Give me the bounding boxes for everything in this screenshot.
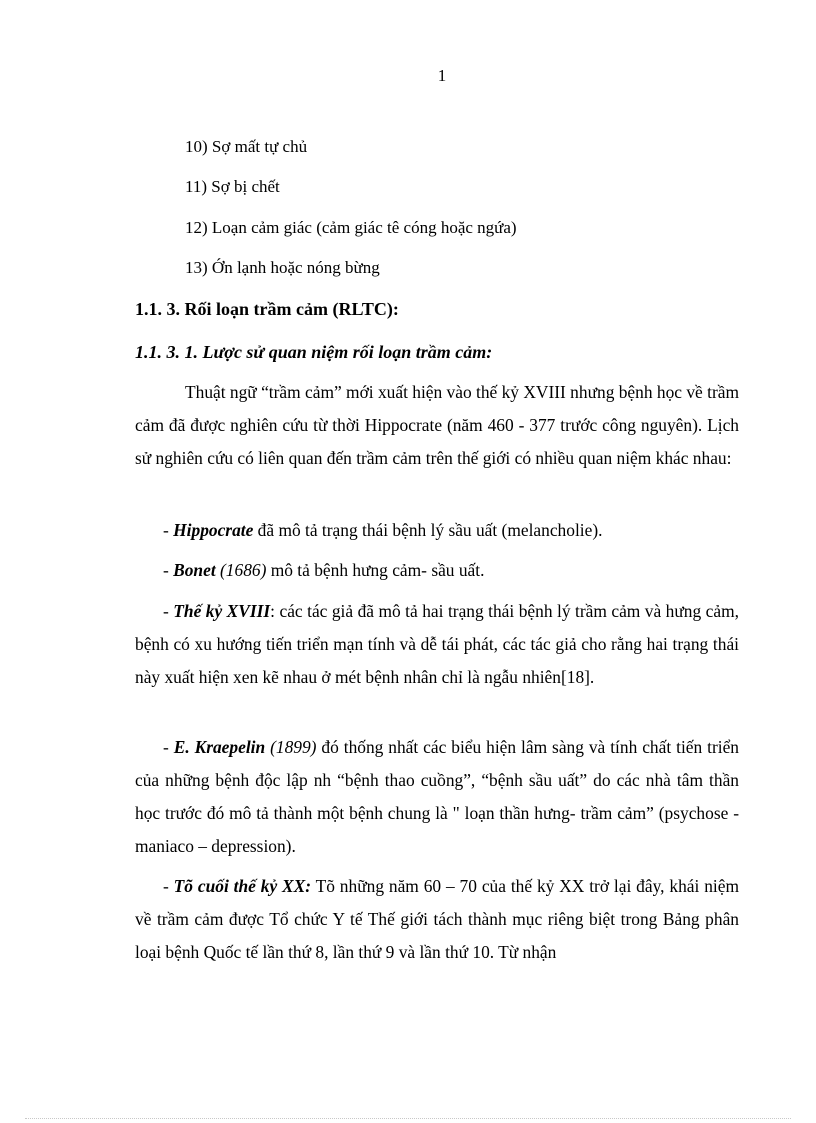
author-name: Hippocrate (173, 520, 254, 540)
subsection-heading: 1.1. 3. 1. Lược sử quan niệm rối loạn trầm cảm: (135, 342, 493, 362)
bullet-text: đó thống nhất các biểu hiện lâm sàng và tính chất tiến triển của những bệnh độc lập nh “bệnh thao cuồng”, “bệnh sầu uất” do các nhà tâm thần học trước đó mô tả thành một bệnh chung là " loạn thần hưng- trầm cảm” (psychose - maniaco – depression). (135, 737, 739, 856)
bullet-text: mô tả bệnh hưng cảm- sầu uất. (266, 560, 485, 580)
bullet-dash: - (163, 601, 174, 621)
bullet-dash: - (163, 560, 174, 580)
page-bottom-rule (25, 1118, 791, 1119)
period-name: Tõ cuối thế kỷ XX: (173, 876, 312, 896)
bullet-century-xviii (135, 595, 739, 694)
page-number: 1 (437, 66, 447, 85)
intro-paragraph: Thuật ngữ “trầm cảm” mới xuất hiện vào thế kỷ XVIII nhưng bệnh học về trầm cảm đã được nghiên cứu từ thời Hippocrate (năm 460 - 377 trước công nguyên). Lịch sử nghiên cứu có liên quan đến trầm cảm trên thế giới có nhiều quan niệm khác nhau: (135, 382, 739, 468)
author-year: (1899) (265, 737, 317, 757)
bullet-text: đã mô tả trạng thái bệnh lý sầu uất (melancholie). (253, 520, 603, 540)
period-name: Thế kỷ XVIII (173, 601, 271, 621)
section-heading: 1.1. 3. Rối loạn trầm cảm (RLTC): (135, 299, 399, 319)
bullet-dash: - (163, 737, 174, 757)
list-item: 11) Sợ bị chết (185, 177, 280, 196)
bullet-hippocrate (163, 520, 602, 541)
author-name: Bonet (173, 560, 216, 580)
list-item: 12) Loạn cảm giác (cảm giác tê cóng hoặc ngứa) (185, 218, 517, 237)
bullet-century-xx (135, 870, 739, 969)
bullet-text: : các tác giả đã mô tả hai trạng thái bệnh lý trầm cảm và hưng cảm, bệnh có xu hướng tiến triển mạn tính và dễ tái phát, các tác giả cho rằng hai trạng thái này xuất hiện xen kẽ nhau ở mét bệnh nhân chỉ là ngẫu nhiên[18]. (135, 601, 739, 687)
bullet-dash: - (163, 520, 174, 540)
author-year: (1686) (215, 560, 267, 580)
bullet-bonet (163, 560, 484, 581)
bullet-kraepelin (135, 731, 739, 863)
bullet-text: Tõ những năm 60 – 70 của thế kỷ XX trở lại đây, khái niệm về trầm cảm được Tổ chức Y tế Thế giới tách thành mục riêng biệt trong Bảng phân loại bệnh Quốc tế lần thứ 8, lần thứ 9 và lần thứ 10. Từ nhận (135, 876, 739, 962)
list-item: 13) Ớn lạnh hoặc nóng bừng (185, 258, 380, 277)
author-name: E. Kraepelin (173, 737, 266, 757)
bullet-dash: - (163, 876, 174, 896)
list-item: 10) Sợ mất tự chủ (185, 137, 308, 156)
